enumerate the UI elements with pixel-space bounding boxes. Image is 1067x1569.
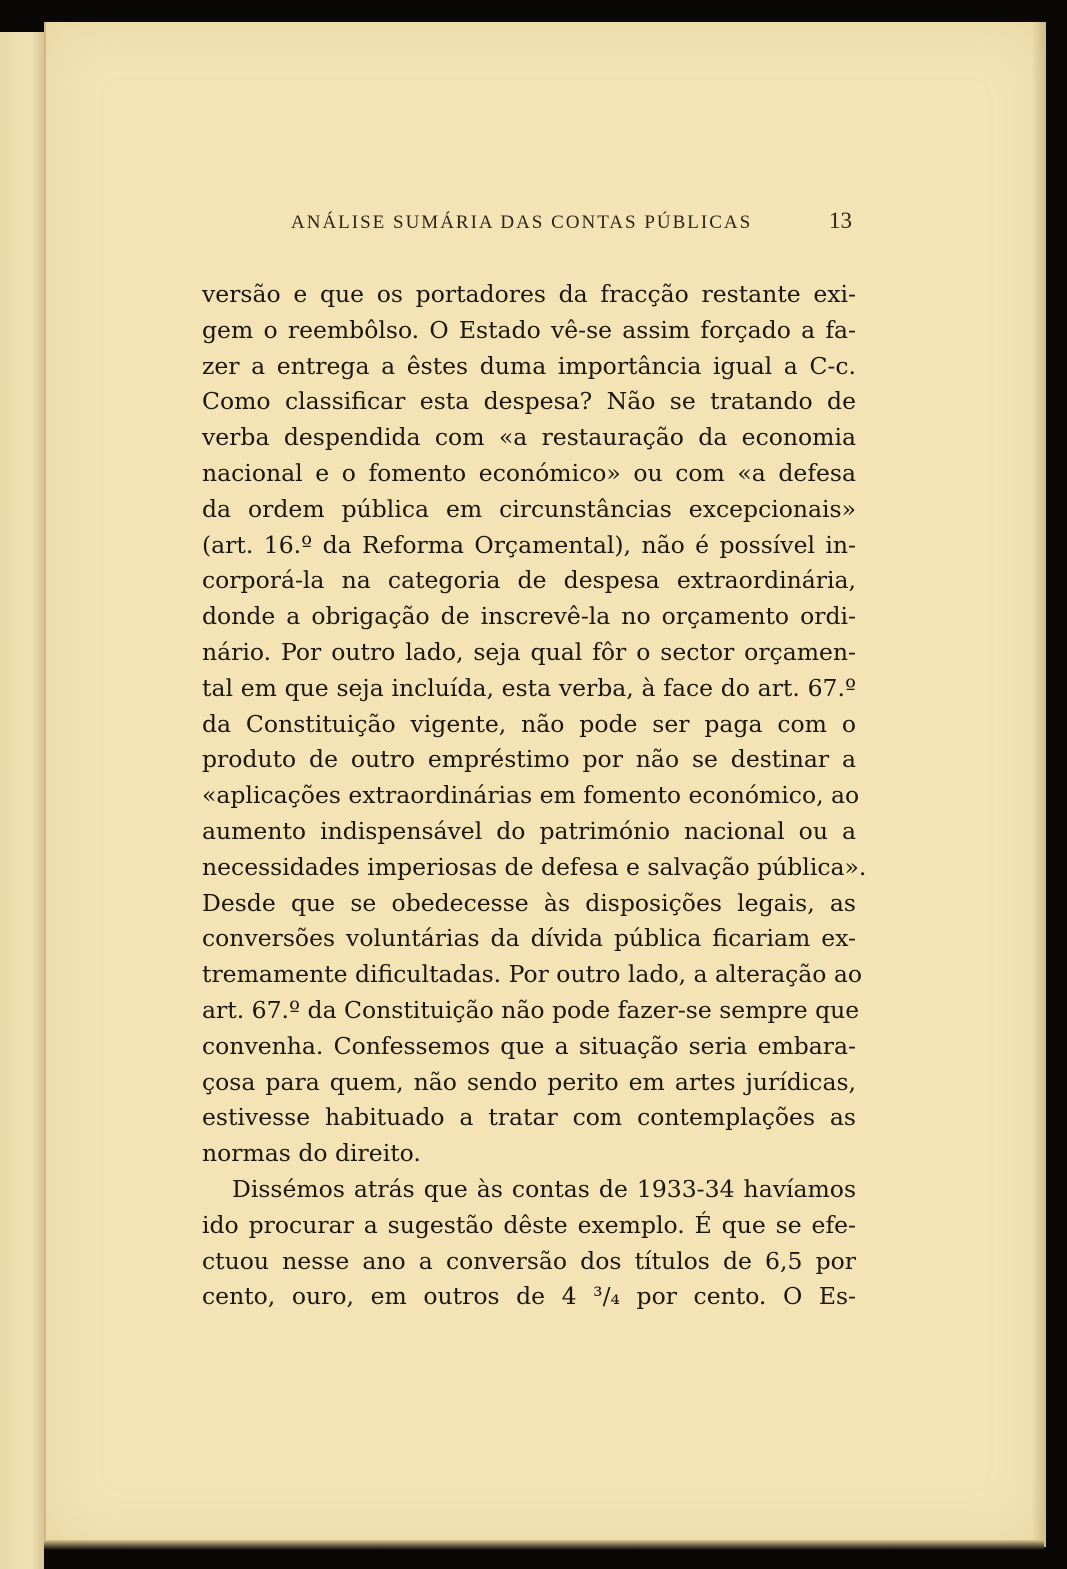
text-line: çosa para quem, não sendo perito em artes jurídicas, [202, 1067, 856, 1096]
text-line: nacional e o fomento económico» ou com «a defesa [202, 458, 856, 487]
text-line: corporá-la na categoria de despesa extraordinária, [202, 566, 856, 595]
text-line: gem o reembôlso. O Estado vê-se assim forçado a fa- [202, 315, 856, 344]
paragraph [202, 277, 867, 1172]
text-line: tremamente dificultadas. Por outro lado, a alteração ao [202, 960, 863, 989]
text-line: nário. Por outro lado, seja qual fôr o sector orçamen- [202, 637, 856, 666]
text-line: necessidades imperiosas de defesa e salvação pública». [202, 852, 867, 881]
text-line: cento, ouro, em outros de 4 ³/₄ por cento. O Es- [202, 1282, 856, 1311]
text-line: produto de outro empréstimo por não se destinar a [202, 745, 856, 774]
text-line: da Constituição vigente, não pode ser paga com o [202, 709, 856, 738]
body-text [202, 277, 867, 1315]
page-number: 13 [829, 208, 852, 233]
text-line: estivesse habituado a tratar com contemplações as [202, 1103, 856, 1132]
page-bottom-edge [44, 1540, 1044, 1550]
text-line: normas do direito. [202, 1139, 421, 1168]
text-line: art. 67.º da Constituição não pode fazer-se sempre que [202, 995, 860, 1024]
text-line: donde a obrigação de inscrevê-la no orçamento ordi- [202, 602, 856, 631]
text-line: Dissémos atrás que às contas de 1933-34 havíamos [232, 1174, 856, 1203]
text-line: versão e que os portadores da fracção restante exi- [202, 280, 856, 308]
paragraph [202, 1172, 856, 1315]
text-line: verba despendida com «a restauração da economia [202, 423, 856, 452]
running-head-title: ANÁLISE SUMÁRIA DAS CONTAS PÚBLICAS [291, 212, 753, 233]
text-line: «aplicações extraordinárias em fomento económico, ao [202, 781, 860, 810]
text-line: tal em que seja incluída, esta verba, à face do art. 67.º [202, 673, 856, 702]
text-line: conversões voluntárias da dívida pública ficariam ex- [202, 924, 856, 953]
text-line: da ordem pública em circunstâncias excepcionais» [202, 494, 856, 523]
text-line: convenha. Confessemos que a situação seria embara- [202, 1031, 856, 1060]
text-line: Desde que se obedecesse às disposições legais, as [202, 888, 856, 917]
text-line: ido procurar a sugestão dêste exemplo. É que se efe- [202, 1210, 856, 1239]
text-line: (art. 16.º da Reforma Orçamental), não é possível in- [202, 530, 856, 559]
text-line: ctuou nesse ano a conversão dos títulos de 6,5 por [202, 1246, 856, 1275]
previous-page-edge [0, 32, 44, 1569]
text-line: Como classificar esta despesa? Não se tratando de [202, 387, 856, 416]
book-page [44, 22, 1046, 1547]
text-line: zer a entrega a êstes duma importância igual a C-c. [202, 351, 856, 380]
text-line: aumento indispensável do património nacional ou a [202, 816, 856, 845]
